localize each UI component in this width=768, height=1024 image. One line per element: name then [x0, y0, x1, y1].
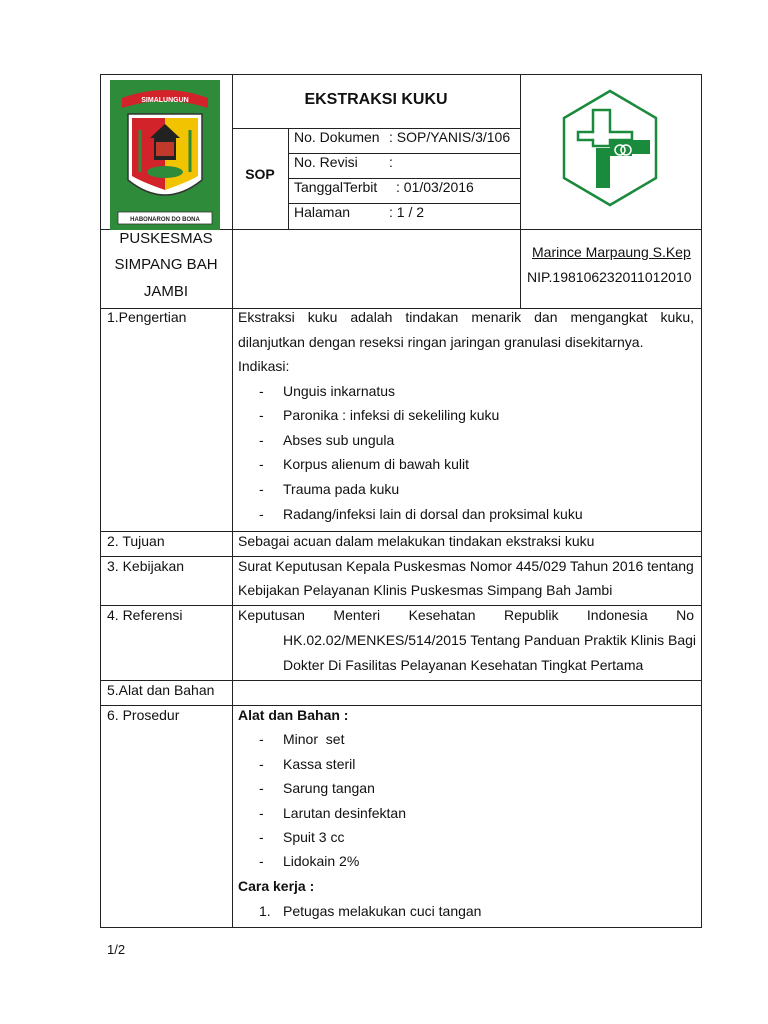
doc-no-value: : SOP/YANIS/3/106: [389, 129, 511, 145]
issue-date-label: TanggalTerbit: [294, 179, 378, 195]
alat-heading: Alat dan Bahan :: [238, 707, 349, 723]
org-name-line1: PUSKESMAS: [119, 230, 213, 247]
indikasi-item: Paronika : infeksi di sekeliling kuku: [283, 407, 500, 423]
indikasi-item: Trauma pada kuku: [283, 481, 400, 497]
document-title: EKSTRAKSI KUKU: [304, 91, 448, 108]
indikasi-label: Indikasi:: [238, 358, 290, 374]
bullet: -: [259, 805, 264, 821]
indikasi-item: Radang/infeksi lain di dorsal dan proksimal kuku: [283, 506, 583, 522]
bullet: -: [259, 456, 264, 472]
bullet: -: [259, 506, 264, 522]
referensi-line2: HK.02.02/MENKES/514/2015 Tentang Panduan Praktik Klinis Bagi: [283, 632, 696, 648]
bullet: -: [259, 780, 264, 796]
row-label-kebijakan: 3. Kebijakan: [107, 558, 185, 574]
kebijakan-line2: Kebijakan Pelayanan Klinis Puskesmas Simpang Bah Jambi: [238, 582, 613, 598]
bullet: -: [259, 853, 264, 869]
row-label-referensi: 4. Referensi: [107, 607, 183, 623]
page-value: : 1 / 2: [389, 204, 425, 220]
bullet: -: [259, 829, 264, 845]
page-number-footer: 1/2: [107, 942, 126, 957]
signer-nip: NIP.198106232011012010: [527, 269, 692, 285]
issue-date-value: : 01/03/2016: [396, 179, 474, 195]
step-number: 1.: [259, 903, 271, 919]
doc-no-label: No. Dokumen: [294, 129, 380, 145]
indikasi-item: Unguis inkarnatus: [283, 383, 396, 399]
simalungun-regency-logo-icon: [110, 80, 220, 230]
referensi-line3: Dokter Di Fasilitas Pelayanan Kesehatan Tingkat Pertama: [283, 657, 644, 673]
signer-name: Marince Marpaung S.Kep: [532, 244, 691, 260]
alat-item: Spuit 3 cc: [283, 829, 345, 845]
bullet: -: [259, 432, 264, 448]
alat-item: Minor set: [283, 731, 345, 747]
row-label-pengertian: 1.Pengertian: [107, 309, 187, 325]
bullet: -: [259, 383, 264, 399]
pengertian-line1: Ekstraksi kuku adalah tindakan menarik dan mengangkat kuku,: [238, 309, 694, 325]
tujuan-text: Sebagai acuan dalam melakukan tindakan ekstraksi kuku: [238, 533, 595, 549]
puskesmas-logo-icon: [560, 88, 660, 208]
alat-item: Larutan desinfektan: [283, 805, 406, 821]
page-label: Halaman: [294, 204, 351, 220]
row-label-prosedur: 6. Prosedur: [107, 707, 180, 723]
row-label-tujuan: 2. Tujuan: [107, 533, 165, 549]
alat-item: Kassa steril: [283, 756, 356, 772]
sop-label: SOP: [245, 166, 275, 182]
org-name-line3: JAMBI: [143, 283, 189, 300]
svg-text:SIMALUNGUN: SIMALUNGUN: [141, 97, 189, 104]
bullet: -: [259, 731, 264, 747]
bullet: -: [259, 407, 264, 423]
bullet: -: [259, 756, 264, 772]
bullet: -: [259, 481, 264, 497]
row-label-alat: 5.Alat dan Bahan: [107, 682, 215, 698]
alat-item: Sarung tangan: [283, 780, 375, 796]
alat-item: Lidokain 2%: [283, 853, 360, 869]
revision-value: :: [389, 154, 393, 170]
org-name-line2: SIMPANG BAH: [114, 256, 218, 273]
kebijakan-line1: Surat Keputusan Kepala Puskesmas Nomor 445/029 Tahun 2016 tentang: [238, 558, 694, 574]
pengertian-line2: dilanjutkan dengan reseksi ringan jaringan granulasi disekitarnya.: [238, 334, 644, 350]
svg-text:HABONARON DO BONA: HABONARON DO BONA: [130, 217, 200, 223]
referensi-line1: Keputusan Menteri Kesehatan Republik Indonesia No: [238, 607, 694, 623]
step-text: Petugas melakukan cuci tangan: [283, 903, 482, 919]
indikasi-item: Abses sub ungula: [283, 432, 395, 448]
cara-kerja-heading: Cara kerja :: [238, 878, 315, 894]
indikasi-item: Korpus alienum di bawah kulit: [283, 456, 469, 472]
revision-label: No. Revisi: [294, 154, 358, 170]
